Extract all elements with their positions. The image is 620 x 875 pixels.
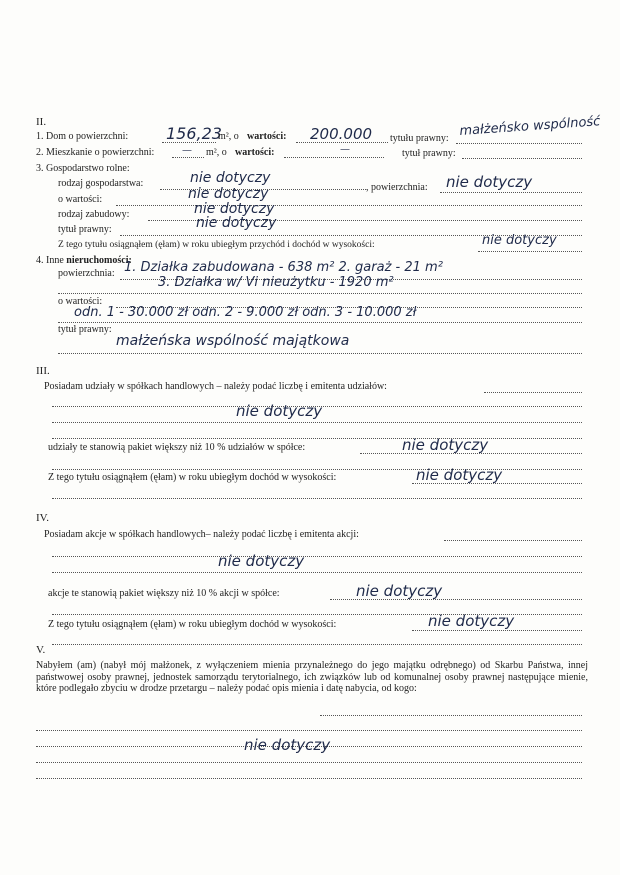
acquired-line1 xyxy=(36,730,582,731)
other-estate-value: odn. 1 - 30.000 zł odn. 2 - 9.000 zł odn. 3 - 10.000 zł xyxy=(74,305,417,320)
shares-package-value: nie dotyczy xyxy=(402,436,489,454)
other-estate-area-line2 xyxy=(58,293,582,294)
shares-line0 xyxy=(484,392,582,393)
house-area-value: 156,23 xyxy=(166,124,222,143)
farm-area-line xyxy=(440,192,582,193)
stocks-income-value: nie dotyczy xyxy=(428,612,515,630)
stocks-line0 xyxy=(444,540,582,541)
farm-build-label: rodzaj zabudowy: xyxy=(58,209,130,220)
acquired-line0 xyxy=(320,715,582,716)
shares-label: Posiadam udziały w spółkach handlowych – należy podać liczbę i emitenta udziałów: xyxy=(44,381,387,392)
farm-title-value: nie dotyczy xyxy=(196,215,277,231)
other-estate-title-value: małżeńska wspólność majątkowa xyxy=(116,333,350,349)
other-estate-label-text: 4. Inne xyxy=(36,255,64,266)
farm-area-label: , powierzchnia: xyxy=(366,182,428,193)
section-v-heading: V. xyxy=(36,644,46,656)
acquired-line4 xyxy=(36,778,582,779)
other-estate-value-label: o wartości: xyxy=(58,296,103,307)
section-iii-heading: III. xyxy=(36,365,50,377)
farm-type-label: rodzaj gospodarstwa: xyxy=(58,178,144,189)
house-title-line xyxy=(456,143,582,144)
shares-package-label: udziały te stanowią pakiet większy niż 10 % udziałów w spółce: xyxy=(48,442,306,453)
house-title-label: tytułu prawny: xyxy=(390,133,449,144)
shares-income-value: nie dotyczy xyxy=(416,466,503,484)
shares-line3 xyxy=(52,438,582,439)
stocks-value: nie dotyczy xyxy=(218,552,305,570)
flat-title-line xyxy=(462,158,582,159)
house-area-label: 1. Dom o powierzchni: xyxy=(36,131,129,142)
farm-income-label: Z tego tytułu osiągnąłem (ęłam) w roku ubiegłym przychód i dochód w wysokości: xyxy=(58,240,375,250)
flat-area-label: 2. Mieszkanie o powierzchni: xyxy=(36,147,155,158)
stocks-income-line xyxy=(412,630,582,631)
other-estate-label xyxy=(36,255,132,266)
house-value: 200.000 xyxy=(310,125,373,143)
acquired-property-text: Nabyłem (am) (nabył mój małżonek, z wyłączeniem mienia przynależnego do jego majątku odrębnego) od Skarbu Państwa, innej państwowej osoby prawnej, jednostek samorządu terytorialnego, ich związków lub od komunalnej osoby prawnej następujące mienie, które podlegało zbyciu w drodze przetargu – należy podać opis mienia i datę nabycia, od kogo: xyxy=(36,660,588,694)
farm-heading: 3. Gospodarstwo rolne: xyxy=(36,163,130,174)
farm-title-label: tytuł prawny: xyxy=(58,224,112,235)
shares-line2 xyxy=(52,422,582,423)
other-estate-value-line2 xyxy=(58,322,582,323)
acquired-line3 xyxy=(36,762,582,763)
other-estate-label-bold: nieruchomości: xyxy=(66,255,132,266)
farm-income-line xyxy=(478,251,582,252)
shares-value: nie dotyczy xyxy=(236,402,323,420)
farm-income-value: nie dotyczy xyxy=(482,233,557,248)
stocks-label: Posiadam akcje w spółkach handlowych– należy podać liczbę i emitenta akcji: xyxy=(44,529,359,540)
section-iv-heading: IV. xyxy=(36,512,49,524)
other-estate-area-label: powierzchnia: xyxy=(58,268,115,279)
house-value-label: wartości: xyxy=(247,131,287,142)
other-estate-area-value2: 3. Działka w/ Vi nieużytku - 1920 m² xyxy=(158,275,394,290)
stocks-line1 xyxy=(52,556,582,557)
stocks-package-value: nie dotyczy xyxy=(356,582,443,600)
flat-value-line xyxy=(284,157,384,158)
other-estate-area-value1: 1. Działka zabudowana - 638 m² 2. garaż - 21 m² xyxy=(124,260,443,275)
flat-title-label: tytuł prawny: xyxy=(402,148,456,159)
flat-value: — xyxy=(340,144,350,155)
flat-unit: m², o xyxy=(206,147,227,158)
acquired-value: nie dotyczy xyxy=(244,736,331,754)
farm-value: nie dotyczy xyxy=(188,186,269,202)
house-unit: m², o xyxy=(218,131,239,142)
stocks-income-label: Z tego tytułu osiągnąłem (ęłam) w roku ubiegłym dochód w wysokości: xyxy=(48,619,337,630)
stocks-package-label: akcje te stanowią pakiet większy niż 10 % akcji w spółce: xyxy=(48,588,280,599)
farm-build-value: nie dotyczy xyxy=(194,201,275,217)
flat-value-label: wartości: xyxy=(235,147,275,158)
farm-area-value: nie dotyczy xyxy=(446,173,533,191)
flat-area-value: — xyxy=(182,145,192,156)
house-title-value: małżeńsko wspólność xyxy=(458,114,601,139)
shares-end-line xyxy=(52,498,582,499)
flat-area-line xyxy=(172,157,204,158)
stocks-line2 xyxy=(52,572,582,573)
shares-income-label: Z tego tytułu osiągnąłem (ęłam) w roku ubiegłym dochód w wysokości: xyxy=(48,472,337,483)
farm-value-label: o wartości: xyxy=(58,194,103,205)
farm-value-line xyxy=(116,205,582,206)
stocks-end-line xyxy=(52,644,582,645)
other-estate-title-line xyxy=(58,353,582,354)
section-ii-heading: II. xyxy=(36,116,47,128)
shares-sep-line xyxy=(52,469,582,470)
farm-type-value: nie dotyczy xyxy=(190,170,271,186)
other-estate-title-label: tytuł prawny: xyxy=(58,324,112,335)
